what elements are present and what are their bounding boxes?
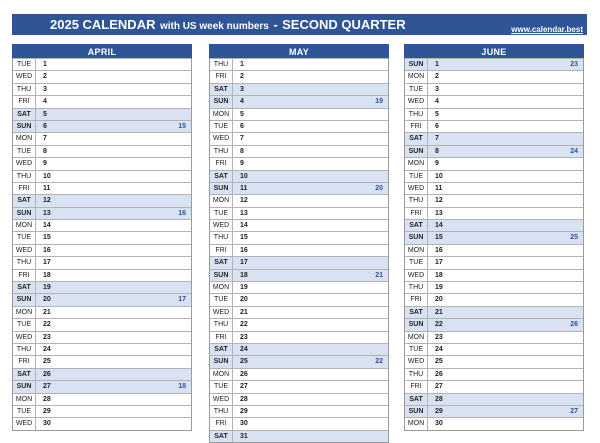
month-may: [209, 44, 389, 443]
day-number: 12: [240, 197, 248, 205]
day-number: 24: [43, 345, 51, 353]
day-list: [404, 58, 584, 431]
day-of-week: FRI: [210, 332, 233, 343]
day-number: 17: [43, 259, 51, 267]
day-row: [210, 293, 388, 305]
day-number: 28: [240, 395, 248, 403]
week-number: 20: [375, 184, 383, 192]
day-number: 30: [435, 420, 443, 428]
day-of-week: THU: [210, 146, 233, 157]
day-of-week: THU: [405, 282, 428, 293]
day-of-week: SUN: [13, 208, 36, 219]
month-header: APRIL: [12, 44, 192, 58]
day-row: [13, 108, 191, 120]
day-of-week: TUE: [13, 59, 36, 70]
day-row: [13, 83, 191, 95]
day-number: 28: [43, 395, 51, 403]
day-row: [210, 219, 388, 231]
day-number: 17: [240, 259, 248, 267]
day-row: [13, 58, 191, 70]
day-number: 3: [43, 85, 47, 93]
day-of-week: SUN: [13, 294, 36, 305]
day-row: [405, 269, 583, 281]
day-of-week: SUN: [210, 356, 233, 367]
day-row: [13, 95, 191, 107]
day-row: [210, 207, 388, 219]
day-of-week: SAT: [210, 431, 233, 442]
day-row: [13, 343, 191, 355]
day-row: [210, 405, 388, 417]
day-of-week: THU: [405, 195, 428, 206]
day-number: 23: [43, 333, 51, 341]
day-number: 27: [240, 383, 248, 391]
day-number: 24: [240, 345, 248, 353]
day-row: [405, 194, 583, 206]
day-number: 14: [240, 222, 248, 230]
day-list: [209, 58, 389, 443]
day-row: [405, 108, 583, 120]
day-row: [210, 380, 388, 392]
day-row: [13, 355, 191, 367]
day-of-week: THU: [210, 406, 233, 417]
day-number: 20: [240, 296, 248, 304]
day-of-week: TUE: [13, 232, 36, 243]
day-row: [13, 380, 191, 392]
day-number: 3: [435, 85, 439, 93]
day-row: [13, 393, 191, 405]
day-number: 4: [240, 98, 244, 106]
day-number: 14: [43, 222, 51, 230]
day-number: 12: [435, 197, 443, 205]
day-of-week: TUE: [405, 344, 428, 355]
day-number: 29: [43, 407, 51, 415]
day-of-week: WED: [13, 71, 36, 82]
day-number: 19: [43, 284, 51, 292]
day-number: 3: [240, 85, 244, 93]
day-number: 15: [435, 234, 443, 242]
day-row: [13, 306, 191, 318]
day-row: [13, 194, 191, 206]
week-number: 18: [178, 383, 186, 391]
day-of-week: MON: [210, 282, 233, 293]
day-number: 24: [435, 345, 443, 353]
day-of-week: SAT: [405, 394, 428, 405]
day-of-week: SAT: [405, 133, 428, 144]
day-row: [13, 170, 191, 182]
day-row: [405, 368, 583, 380]
day-of-week: WED: [210, 394, 233, 405]
day-number: 2: [43, 73, 47, 81]
day-number: 9: [43, 160, 47, 168]
day-row: [210, 368, 388, 380]
day-of-week: WED: [405, 183, 428, 194]
day-row: [210, 318, 388, 330]
day-number: 22: [435, 321, 443, 329]
day-of-week: WED: [13, 332, 36, 343]
week-number: 19: [375, 98, 383, 106]
title-banner: [12, 14, 587, 35]
day-of-week: MON: [210, 369, 233, 380]
day-number: 22: [240, 321, 248, 329]
day-number: 14: [435, 222, 443, 230]
day-of-week: SUN: [405, 146, 428, 157]
day-row: [13, 182, 191, 194]
day-number: 4: [43, 98, 47, 106]
day-row: [405, 306, 583, 318]
month-header: MAY: [209, 44, 389, 58]
day-of-week: WED: [13, 418, 36, 429]
day-row: [210, 108, 388, 120]
day-row: [405, 157, 583, 169]
day-number: 6: [240, 122, 244, 130]
day-number: 21: [435, 308, 443, 316]
day-of-week: WED: [13, 245, 36, 256]
day-number: 30: [240, 420, 248, 428]
day-row: [13, 293, 191, 305]
day-number: 25: [435, 358, 443, 366]
day-list: [12, 58, 192, 431]
day-row: [405, 207, 583, 219]
day-of-week: SUN: [13, 121, 36, 132]
day-number: 18: [240, 271, 248, 279]
day-number: 28: [435, 395, 443, 403]
day-of-week: WED: [405, 270, 428, 281]
day-row: [405, 145, 583, 157]
page-title: [50, 14, 406, 35]
day-of-week: WED: [13, 158, 36, 169]
day-of-week: THU: [13, 171, 36, 182]
day-of-week: THU: [13, 344, 36, 355]
day-number: 7: [43, 135, 47, 143]
day-number: 1: [43, 61, 47, 68]
day-row: [210, 132, 388, 144]
day-of-week: THU: [405, 369, 428, 380]
day-of-week: SUN: [13, 381, 36, 392]
day-row: [210, 58, 388, 70]
day-number: 5: [43, 110, 47, 118]
day-of-week: MON: [13, 307, 36, 318]
day-of-week: TUE: [405, 171, 428, 182]
title-year: 2025 CALENDAR: [50, 17, 156, 32]
day-number: 26: [43, 370, 51, 378]
day-of-week: SAT: [210, 171, 233, 182]
day-number: 7: [435, 135, 439, 143]
day-row: [405, 219, 583, 231]
day-of-week: TUE: [13, 319, 36, 330]
week-number: 17: [178, 296, 186, 304]
day-of-week: FRI: [405, 294, 428, 305]
day-of-week: SUN: [405, 232, 428, 243]
day-row: [13, 132, 191, 144]
day-row: [13, 120, 191, 132]
day-row: [13, 281, 191, 293]
day-number: 19: [240, 284, 248, 292]
day-row: [13, 231, 191, 243]
day-of-week: TUE: [405, 84, 428, 95]
day-number: 29: [435, 407, 443, 415]
day-of-week: FRI: [405, 121, 428, 132]
day-number: 27: [435, 383, 443, 391]
day-number: 15: [43, 234, 51, 242]
day-of-week: THU: [13, 257, 36, 268]
day-number: 11: [435, 184, 443, 192]
week-number: 22: [375, 358, 383, 366]
day-number: 6: [435, 122, 439, 130]
day-row: [405, 132, 583, 144]
day-of-week: FRI: [210, 245, 233, 256]
day-row: [405, 231, 583, 243]
day-number: 23: [435, 333, 443, 341]
day-number: 12: [43, 197, 51, 205]
month-april: [12, 44, 192, 431]
day-row: [13, 70, 191, 82]
day-row: [210, 331, 388, 343]
day-number: 9: [435, 160, 439, 168]
day-number: 21: [240, 308, 248, 316]
day-of-week: FRI: [13, 270, 36, 281]
day-row: [210, 182, 388, 194]
day-number: 15: [240, 234, 248, 242]
day-number: 5: [240, 110, 244, 118]
day-row: [210, 244, 388, 256]
month-june: [404, 44, 584, 431]
day-of-week: MON: [13, 133, 36, 144]
day-number: 2: [435, 73, 439, 81]
day-number: 25: [240, 358, 248, 366]
day-number: 20: [43, 296, 51, 304]
day-number: 10: [43, 172, 51, 180]
day-of-week: MON: [405, 332, 428, 343]
day-row: [210, 269, 388, 281]
day-number: 21: [43, 308, 51, 316]
week-number: 24: [570, 147, 578, 155]
day-number: 23: [240, 333, 248, 341]
day-number: 8: [240, 147, 244, 155]
day-number: 27: [43, 383, 51, 391]
day-number: 8: [435, 147, 439, 155]
day-of-week: TUE: [210, 381, 233, 392]
day-of-week: WED: [210, 220, 233, 231]
day-of-week: FRI: [405, 208, 428, 219]
day-row: [13, 405, 191, 417]
day-row: [405, 380, 583, 392]
day-row: [210, 70, 388, 82]
day-row: [13, 318, 191, 330]
day-row: [210, 343, 388, 355]
day-number: 31: [240, 432, 248, 440]
day-number: 1: [435, 61, 439, 68]
week-number: 27: [570, 407, 578, 415]
day-of-week: SUN: [210, 96, 233, 107]
day-number: 26: [435, 370, 443, 378]
day-number: 20: [435, 296, 443, 304]
day-of-week: MON: [13, 394, 36, 405]
day-row: [405, 120, 583, 132]
day-row: [210, 306, 388, 318]
day-row: [405, 182, 583, 194]
day-of-week: MON: [210, 109, 233, 120]
day-of-week: THU: [210, 319, 233, 330]
day-row: [13, 244, 191, 256]
day-row: [210, 355, 388, 367]
day-row: [13, 256, 191, 268]
day-number: 4: [435, 98, 439, 106]
day-of-week: FRI: [210, 71, 233, 82]
day-number: 7: [240, 135, 244, 143]
day-number: 19: [435, 284, 443, 292]
week-number: 23: [570, 61, 578, 68]
day-row: [405, 244, 583, 256]
day-number: 18: [43, 271, 51, 279]
day-of-week: TUE: [13, 406, 36, 417]
day-of-week: FRI: [210, 418, 233, 429]
day-number: 10: [240, 172, 248, 180]
day-number: 8: [43, 147, 47, 155]
week-number: 15: [178, 122, 186, 130]
day-row: [210, 157, 388, 169]
day-of-week: SUN: [405, 406, 428, 417]
day-of-week: MON: [405, 71, 428, 82]
day-of-week: FRI: [13, 96, 36, 107]
day-of-week: SAT: [13, 282, 36, 293]
day-number: 22: [43, 321, 51, 329]
day-of-week: SAT: [210, 257, 233, 268]
day-of-week: WED: [210, 307, 233, 318]
day-row: [405, 355, 583, 367]
day-row: [210, 231, 388, 243]
day-number: 16: [240, 246, 248, 254]
day-row: [405, 58, 583, 70]
day-of-week: WED: [405, 96, 428, 107]
day-number: 17: [435, 259, 443, 267]
day-of-week: MON: [405, 245, 428, 256]
day-of-week: TUE: [405, 257, 428, 268]
day-row: [405, 393, 583, 405]
site-link[interactable]: www.calendar.best: [511, 25, 583, 34]
day-of-week: SAT: [13, 109, 36, 120]
day-row: [210, 95, 388, 107]
day-of-week: SAT: [13, 369, 36, 380]
day-row: [405, 256, 583, 268]
day-row: [405, 170, 583, 182]
day-of-week: FRI: [13, 183, 36, 194]
day-row: [13, 368, 191, 380]
day-of-week: FRI: [405, 381, 428, 392]
day-of-week: THU: [405, 109, 428, 120]
day-of-week: SAT: [210, 84, 233, 95]
day-of-week: TUE: [210, 121, 233, 132]
day-of-week: THU: [210, 59, 233, 70]
title-subtitle: with US week numbers: [159, 21, 269, 32]
day-number: 2: [240, 73, 244, 81]
day-row: [13, 269, 191, 281]
day-of-week: THU: [13, 84, 36, 95]
day-number: 9: [240, 160, 244, 168]
day-of-week: FRI: [13, 356, 36, 367]
day-row: [405, 70, 583, 82]
day-of-week: SUN: [405, 319, 428, 330]
day-of-week: SAT: [13, 195, 36, 206]
day-number: 13: [240, 209, 248, 217]
day-number: 11: [43, 184, 51, 192]
day-row: [210, 281, 388, 293]
day-number: 30: [43, 420, 51, 428]
day-row: [210, 430, 388, 442]
week-number: 16: [178, 209, 186, 217]
day-of-week: SAT: [405, 307, 428, 318]
day-number: 11: [240, 184, 248, 192]
day-row: [13, 207, 191, 219]
day-of-week: FRI: [210, 158, 233, 169]
day-of-week: THU: [210, 232, 233, 243]
day-number: 13: [43, 209, 51, 217]
title-quarter: SECOND QUARTER: [282, 17, 406, 32]
day-row: [210, 393, 388, 405]
day-row: [13, 219, 191, 231]
day-of-week: SAT: [405, 220, 428, 231]
day-number: 18: [435, 271, 443, 279]
day-number: 10: [435, 172, 443, 180]
day-number: 13: [435, 209, 443, 217]
day-row: [13, 157, 191, 169]
day-of-week: TUE: [13, 146, 36, 157]
month-header: JUNE: [404, 44, 584, 58]
day-row: [405, 83, 583, 95]
day-row: [405, 318, 583, 330]
day-of-week: TUE: [210, 208, 233, 219]
day-number: 16: [435, 246, 443, 254]
day-of-week: MON: [210, 195, 233, 206]
day-row: [405, 281, 583, 293]
day-row: [210, 83, 388, 95]
day-of-week: SUN: [210, 270, 233, 281]
title-dash: -: [273, 17, 278, 32]
week-number: 25: [570, 234, 578, 242]
day-row: [210, 256, 388, 268]
day-number: 16: [43, 246, 51, 254]
day-row: [210, 145, 388, 157]
day-number: 6: [43, 122, 47, 130]
day-of-week: MON: [405, 158, 428, 169]
day-of-week: SUN: [405, 59, 428, 70]
day-number: 26: [240, 370, 248, 378]
day-row: [210, 170, 388, 182]
day-of-week: WED: [210, 133, 233, 144]
day-row: [210, 120, 388, 132]
day-row: [13, 145, 191, 157]
day-of-week: MON: [13, 220, 36, 231]
day-row: [405, 293, 583, 305]
week-number: 26: [570, 321, 578, 329]
day-number: 1: [240, 61, 244, 68]
day-row: [405, 343, 583, 355]
week-number: 21: [375, 271, 383, 279]
day-row: [405, 405, 583, 417]
day-row: [13, 331, 191, 343]
day-row: [405, 331, 583, 343]
day-of-week: TUE: [210, 294, 233, 305]
day-of-week: MON: [405, 418, 428, 429]
day-number: 5: [435, 110, 439, 118]
day-row: [405, 95, 583, 107]
day-of-week: SUN: [210, 183, 233, 194]
day-of-week: WED: [405, 356, 428, 367]
day-of-week: SAT: [210, 344, 233, 355]
day-number: 25: [43, 358, 51, 366]
day-row: [210, 194, 388, 206]
day-number: 29: [240, 407, 248, 415]
